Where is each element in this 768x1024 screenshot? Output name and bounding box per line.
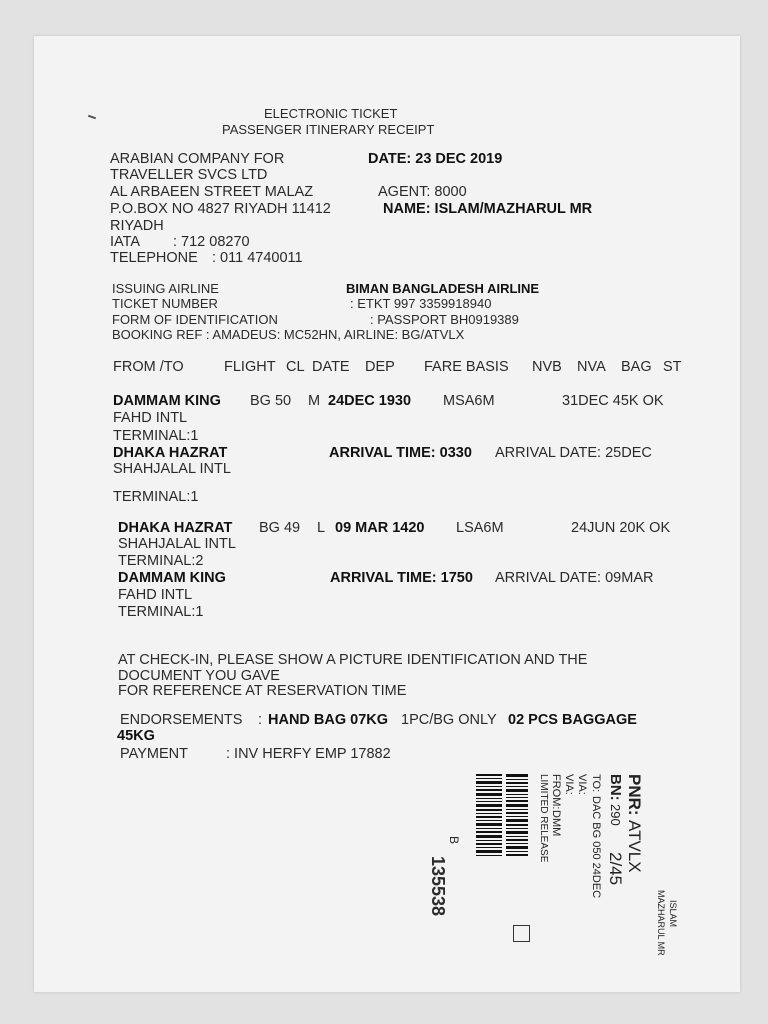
segment-2-date-dep: 09 MAR 1420: [335, 520, 425, 536]
iata-label: IATA: [110, 234, 141, 250]
ticket-subtitle: PASSENGER ITINERARY RECEIPT: [222, 122, 435, 137]
segment-2-to-terminal: TERMINAL:1: [118, 604, 204, 620]
segment-1-arrival-time: ARRIVAL TIME: 0330: [329, 445, 472, 461]
tag-bn-value: 290: [608, 804, 623, 826]
endorsement-baggage-weight: 45KG: [117, 728, 155, 744]
agency-line-3: AL ARBAEEN STREET MALAZ: [110, 184, 314, 200]
tag-from-label: FROM:: [550, 774, 562, 810]
tag-number-prefix: B: [447, 836, 461, 845]
segment-1-class: M: [308, 393, 321, 409]
tag-barcode-top: [506, 774, 528, 858]
tag-via-2: VIA:: [563, 774, 575, 795]
payment-label: PAYMENT: [120, 746, 188, 762]
segment-2-fare-basis: LSA6M: [456, 520, 504, 536]
tag-passenger-given: MAZHARUL MR: [656, 890, 666, 956]
col-nvb: NVB: [532, 359, 562, 375]
col-from-to: FROM /TO: [113, 359, 184, 375]
segment-2-class: L: [317, 520, 326, 536]
iata-value: : 712 08270: [173, 234, 250, 250]
segment-1-fare-basis: MSA6M: [443, 393, 495, 409]
issuing-airline-value: BIMAN BANGLADESH AIRLINE: [346, 281, 540, 296]
endorsements-separator: :: [258, 712, 263, 728]
endorsement-hand-bag: HAND BAG 07KG: [268, 712, 389, 728]
booking-reference: BOOKING REF : AMADEUS: MC52HN, AIRLINE: BG/ATVLX: [112, 327, 465, 342]
tag-to-value: DAC BG 050 24DEC: [590, 796, 602, 899]
issuing-airline-label: ISSUING AIRLINE: [112, 281, 219, 296]
notice-line-3: FOR REFERENCE AT RESERVATION TIME: [118, 683, 407, 699]
telephone-label: TELEPHONE: [110, 250, 198, 266]
passenger-name: NAME: ISLAM/MAZHARUL MR: [383, 201, 593, 217]
tag-via-1: VIA:: [576, 774, 588, 795]
col-flight: FLIGHT: [224, 359, 276, 375]
segment-1-to: DHAKA HAZRAT: [113, 445, 228, 461]
segment-2-arrival-date: ARRIVAL DATE: 09MAR: [495, 570, 654, 586]
agency-line-5: RIYADH: [110, 218, 164, 234]
agent-code: AGENT: 8000: [378, 184, 467, 200]
tag-from-value: DMM: [550, 810, 562, 837]
col-status: ST: [663, 359, 682, 375]
segment-1-nva-bag-status: 31DEC 45K OK: [562, 393, 664, 409]
col-nva: NVA: [577, 359, 606, 375]
col-date: DATE: [312, 359, 350, 375]
endorsement-piece-rule: 1PC/BG ONLY: [401, 712, 497, 728]
tag-bn-label: BN:: [607, 774, 624, 801]
tag-pnr-label: PNR:: [625, 774, 644, 816]
notice-line-2: DOCUMENT YOU GAVE: [118, 668, 280, 684]
col-class: CL: [286, 359, 305, 375]
segment-1-flight: BG 50: [250, 393, 292, 409]
endorsements-label: ENDORSEMENTS: [120, 712, 243, 728]
tag-number: 135538: [428, 856, 448, 917]
ticket-number-value: : ETKT 997 3359918940: [350, 296, 492, 311]
telephone-value: : 011 4740011: [212, 250, 303, 266]
tag-sequence: 2/45: [606, 852, 625, 886]
ticket-number-label: TICKET NUMBER: [112, 296, 218, 311]
segment-2-to-airport: FAHD INTL: [118, 587, 193, 603]
segment-2-nva-bag-status: 24JUN 20K OK: [571, 520, 671, 536]
segment-2-from: DHAKA HAZRAT: [118, 520, 233, 536]
segment-1-date-dep: 24DEC 1930: [328, 393, 412, 409]
endorsement-baggage: 02 PCS BAGGAGE: [508, 712, 637, 728]
tag-to-label: TO:: [590, 774, 602, 793]
baggage-tag: [468, 770, 678, 956]
agency-line-4: P.O.BOX NO 4827 RIYADH 11412: [110, 201, 331, 217]
segment-1-to-terminal: TERMINAL:1: [113, 489, 199, 505]
identification-value: : PASSPORT BH0919389: [370, 312, 519, 327]
agency-line-1: ARABIAN COMPANY FOR: [110, 151, 285, 167]
payment-value: : INV HERFY EMP 17882: [226, 746, 391, 762]
segment-1-to-airport: SHAHJALAL INTL: [113, 461, 231, 477]
col-fare-basis: FARE BASIS: [424, 359, 509, 375]
tag-checkbox-square: [513, 925, 530, 942]
segment-1-arrival-date: ARRIVAL DATE: 25DEC: [495, 445, 652, 461]
tag-pnr-code: ATVLX: [625, 820, 644, 873]
segment-1-from: DAMMAM KING: [113, 393, 221, 409]
tag-passenger-surname: ISLAM: [668, 900, 678, 928]
segment-2-from-airport: SHAHJALAL INTL: [118, 536, 236, 552]
tag-limited-release: LIMITED RELEASE: [538, 774, 549, 863]
issue-date: DATE: 23 DEC 2019: [368, 151, 503, 167]
segment-2-flight: BG 49: [259, 520, 301, 536]
col-bag: BAG: [621, 359, 652, 375]
ticket-title: ELECTRONIC TICKET: [264, 106, 398, 121]
segment-1-from-terminal: TERMINAL:1: [113, 428, 199, 444]
segment-2-from-terminal: TERMINAL:2: [118, 553, 204, 569]
identification-label: FORM OF IDENTIFICATION: [112, 312, 278, 327]
col-dep: DEP: [365, 359, 395, 375]
tag-barcode-bottom: [476, 774, 502, 858]
segment-1-from-airport: FAHD INTL: [113, 410, 188, 426]
segment-2-to: DAMMAM KING: [118, 570, 226, 586]
agency-line-2: TRAVELLER SVCS LTD: [110, 167, 268, 183]
notice-line-1: AT CHECK-IN, PLEASE SHOW A PICTURE IDENTIFICATION AND THE: [118, 652, 588, 668]
segment-2-arrival-time: ARRIVAL TIME: 1750: [330, 570, 473, 586]
